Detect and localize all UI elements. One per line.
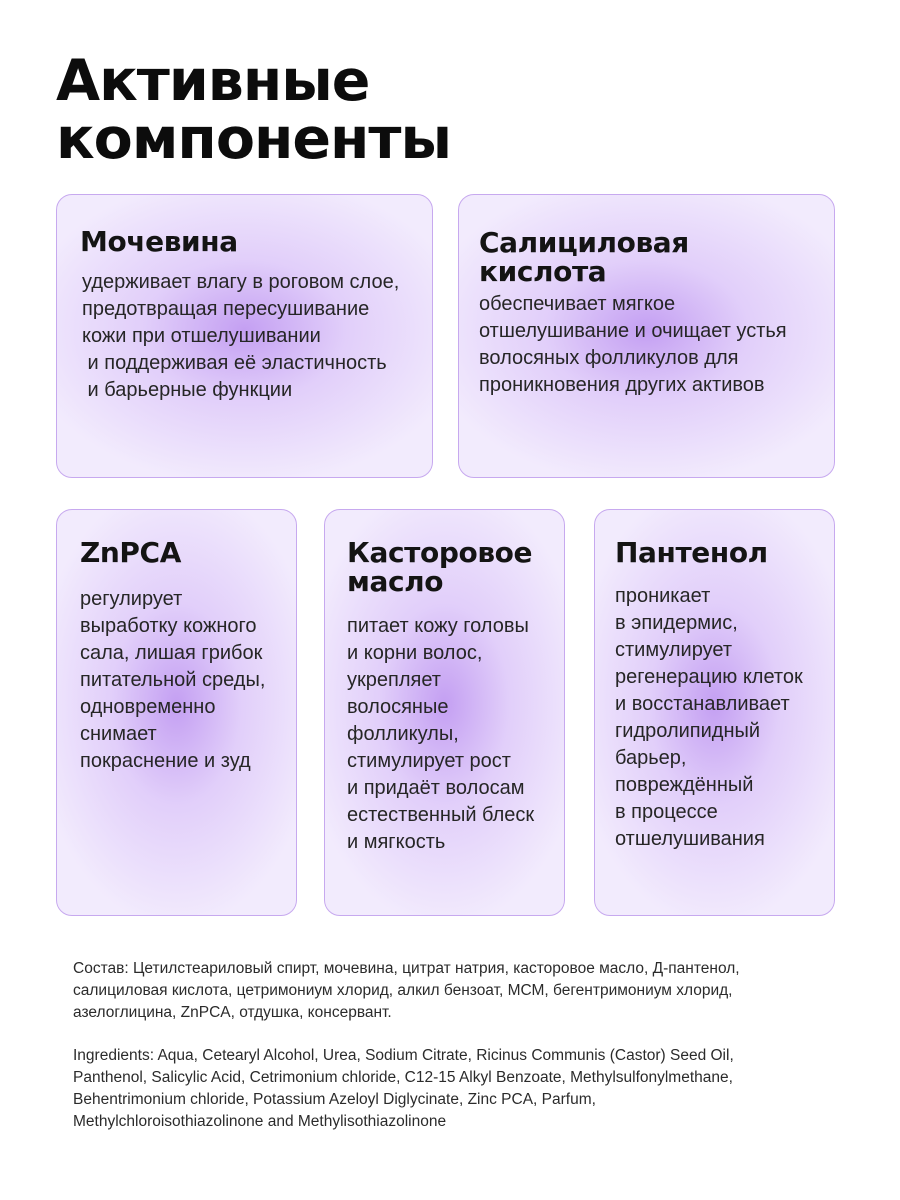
card-text-line: питательной среды,: [80, 669, 266, 691]
page-title: [56, 48, 451, 172]
card-text-line: и мягкость: [347, 831, 446, 853]
card-heading: [479, 228, 689, 286]
card-text-line: проникает: [615, 585, 711, 607]
card-text-line: питает кожу головы: [347, 615, 529, 637]
card-text-line: барьер,: [615, 747, 687, 769]
card-panthenol: [594, 509, 835, 916]
card-description: [347, 613, 534, 856]
card-heading: [347, 538, 532, 596]
card-text-line: стимулирует рост: [347, 750, 511, 772]
card-text-line: снимает: [80, 723, 157, 745]
card-text-line: предотвращая пересушивание: [82, 298, 370, 320]
card-castor-oil: [324, 509, 565, 916]
card-text-line: сала, лишая грибок: [80, 642, 263, 664]
card-heading-line: кислота: [479, 255, 607, 288]
page-title-line: компоненты: [56, 106, 451, 172]
card-description: [80, 586, 265, 775]
card-text-line: волосяных фолликулов для: [479, 347, 739, 369]
card-text-line: выработку кожного: [80, 615, 257, 637]
card-text-line: отшелушивания: [615, 828, 765, 850]
composition-line: Состав: Цетилстеариловый спирт, мочевина, цитрат натрия, касторовое масло, Д-пантенол,: [73, 960, 740, 977]
ingredients-line: Panthenol, Salicylic Acid, Cetrimonium chloride, C12-15 Alkyl Benzoate, Methylsulfonylmethane,: [73, 1069, 733, 1086]
card-znpca: [56, 509, 297, 916]
card-text-line: гидролипидный: [615, 720, 761, 742]
card-text-line: и поддерживая её эластичность: [82, 352, 387, 374]
card-text-line: и придаёт волосам: [347, 777, 525, 799]
card-salicylic-acid: [458, 194, 835, 478]
card-heading-line: Мочевина: [80, 225, 238, 258]
card-text-line: регенерацию клеток: [615, 666, 803, 688]
card-text-line: повреждённый: [615, 774, 754, 796]
card-heading-line: ZnPCA: [80, 536, 181, 569]
card-heading: [80, 227, 238, 256]
card-text-line: регулирует: [80, 588, 183, 610]
card-text-line: обеспечивает мягкое: [479, 293, 676, 315]
card-text-line: покраснение и зуд: [80, 750, 251, 772]
card-text-line: в эпидермис,: [615, 612, 738, 634]
card-text-line: и восстанавливает: [615, 693, 790, 715]
card-description: [82, 269, 399, 404]
card-heading-line: Пантенол: [615, 536, 768, 569]
card-description: [615, 583, 803, 853]
ingredients-line: Ingredients: Aqua, Cetearyl Alcohol, Urea, Sodium Citrate, Ricinus Communis (Castor) Seed Oil,: [73, 1047, 734, 1064]
card-heading: [615, 538, 768, 567]
card-heading-line: масло: [347, 565, 444, 598]
card-text-line: одновременно: [80, 696, 216, 718]
card-heading: [80, 538, 181, 567]
card-text-line: удерживает влагу в роговом слое,: [82, 271, 400, 293]
card-description: [479, 291, 787, 399]
card-heading-line: Салициловая: [479, 226, 689, 259]
card-text-line: укрепляет: [347, 669, 441, 691]
card-urea: [56, 194, 433, 478]
card-text-line: кожи при отшелушивании: [82, 325, 321, 347]
card-text-line: стимулирует: [615, 639, 733, 661]
page-title-line: Активные: [56, 48, 370, 114]
ingredients-line: Behentrimonium chloride, Potassium Azeloyl Diglycinate, Zinc PCA, Parfum,: [73, 1091, 596, 1108]
card-text-line: фолликулы,: [347, 723, 459, 745]
composition-ru: [73, 958, 740, 1024]
card-text-line: естественный блеск: [347, 804, 535, 826]
card-text-line: отшелушивание и очищает устья: [479, 320, 787, 342]
card-text-line: в процессе: [615, 801, 718, 823]
composition-line: салициловая кислота, цетримониум хлорид, алкил бензоат, МСМ, бегентримониум хлорид,: [73, 982, 733, 999]
card-heading-line: Касторовое: [347, 536, 533, 569]
card-text-line: проникновения других активов: [479, 374, 765, 396]
card-text-line: и барьерные функции: [82, 379, 293, 401]
card-text-line: и корни волос,: [347, 642, 483, 664]
ingredients-line: Methylchloroisothiazolinone and Methylisothiazolinone: [73, 1113, 447, 1130]
card-text-line: волосяные: [347, 696, 449, 718]
composition-line: азелоглицина, ZnPCA, отдушка, консервант.: [73, 1004, 392, 1021]
ingredients-en: [73, 1045, 734, 1133]
